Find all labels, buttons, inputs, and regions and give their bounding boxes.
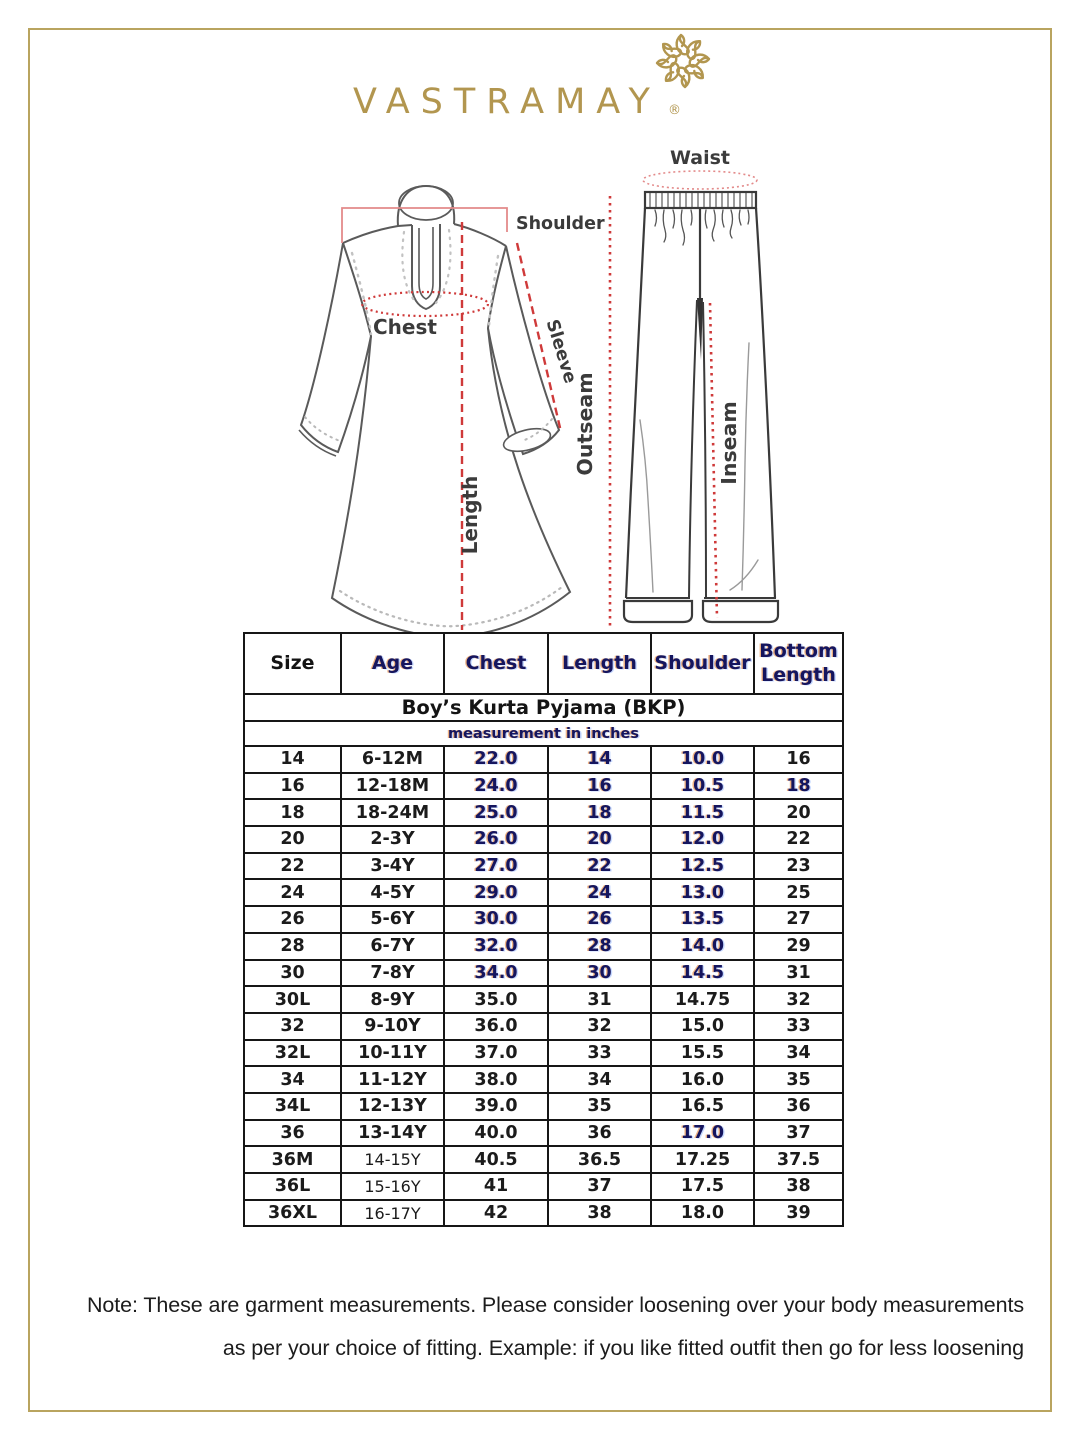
table-cell: 13-14Y — [341, 1120, 444, 1147]
table-row — [244, 799, 843, 826]
table-row — [244, 906, 843, 933]
table-cell: 35.0 — [444, 986, 548, 1013]
table-cell: 15.5 — [651, 1040, 754, 1067]
table-cell: 27 — [754, 906, 843, 933]
table-cell: 22.0 — [444, 746, 548, 773]
chest-label: Chest — [373, 315, 437, 339]
table-row — [244, 960, 843, 987]
table-cell: 36 — [754, 1093, 843, 1120]
table-cell: 12-18M — [341, 773, 444, 800]
table-cell: 12.0 — [651, 826, 754, 853]
table-cell: 12.5 — [651, 853, 754, 880]
inseam-label: Inseam — [717, 401, 741, 485]
table-cell: 38.0 — [444, 1066, 548, 1093]
table-cell: 14 — [244, 746, 341, 773]
table-cell: 34 — [244, 1066, 341, 1093]
table-cell: 13.5 — [651, 906, 754, 933]
table-cell: 10.0 — [651, 746, 754, 773]
table-cell: 25.0 — [444, 799, 548, 826]
header-cell: Size — [244, 633, 341, 694]
table-cell: 36.5 — [548, 1146, 651, 1173]
table-cell: 10-11Y — [341, 1040, 444, 1067]
table-cell: 16.5 — [651, 1093, 754, 1120]
table-cell: 15.0 — [651, 1013, 754, 1040]
table-cell: 18 — [548, 799, 651, 826]
table-cell: 18-24M — [341, 799, 444, 826]
table-cell: 16-17Y — [341, 1200, 444, 1227]
table-cell: 14.5 — [651, 960, 754, 987]
table-cell: 2-3Y — [341, 826, 444, 853]
table-row — [244, 1120, 843, 1147]
table-row — [244, 1146, 843, 1173]
table-cell: 36.0 — [444, 1013, 548, 1040]
table-cell: 14.0 — [651, 933, 754, 960]
table-cell: 12-13Y — [341, 1093, 444, 1120]
table-row — [244, 746, 843, 773]
table-cell: 17.0 — [651, 1120, 754, 1147]
table-cell: 40.0 — [444, 1120, 548, 1147]
table-cell: 27.0 — [444, 853, 548, 880]
table-cell: 28 — [244, 933, 341, 960]
table-cell: 30 — [244, 960, 341, 987]
table-cell: 37.5 — [754, 1146, 843, 1173]
table-cell: 30L — [244, 986, 341, 1013]
table-row — [244, 853, 843, 880]
table-cell: 14 — [548, 746, 651, 773]
table-cell: 17.25 — [651, 1146, 754, 1173]
table-cell: 24 — [244, 879, 341, 906]
table-cell: 42 — [444, 1200, 548, 1227]
table-cell: 18 — [244, 799, 341, 826]
table-cell: 22 — [754, 826, 843, 853]
table-cell: 7-8Y — [341, 960, 444, 987]
table-cell: 18.0 — [651, 1200, 754, 1227]
table-cell: 15-16Y — [341, 1173, 444, 1200]
table-cell: 31 — [754, 960, 843, 987]
header-row — [244, 633, 843, 694]
table-row — [244, 1093, 843, 1120]
table-cell: 30 — [548, 960, 651, 987]
table-cell: 6-7Y — [341, 933, 444, 960]
table-cell: 20 — [548, 826, 651, 853]
table-cell: 16 — [244, 773, 341, 800]
table-subtitle: measurement in inches — [244, 721, 843, 746]
table-cell: 28 — [548, 933, 651, 960]
table-cell: 8-9Y — [341, 986, 444, 1013]
table-cell: 14-15Y — [341, 1146, 444, 1173]
table-row — [244, 933, 843, 960]
table-cell: 18 — [754, 773, 843, 800]
table-cell: 36L — [244, 1173, 341, 1200]
table-cell: 3-4Y — [341, 853, 444, 880]
table-cell: 10.5 — [651, 773, 754, 800]
table-cell: 9-10Y — [341, 1013, 444, 1040]
table-cell: 14.75 — [651, 986, 754, 1013]
table-cell: 26 — [244, 906, 341, 933]
table-row — [244, 1200, 843, 1227]
table-cell: 38 — [754, 1173, 843, 1200]
table-title: Boy’s Kurta Pyjama (BKP) — [244, 694, 843, 721]
table-cell: 31 — [548, 986, 651, 1013]
table-cell: 11.5 — [651, 799, 754, 826]
table-cell: 37 — [548, 1173, 651, 1200]
table-cell: 29 — [754, 933, 843, 960]
table-cell: 16 — [548, 773, 651, 800]
table-cell: 29.0 — [444, 879, 548, 906]
table-cell: 38 — [548, 1200, 651, 1227]
table-cell: 36 — [548, 1120, 651, 1147]
table-cell: 25 — [754, 879, 843, 906]
table-cell: 37.0 — [444, 1040, 548, 1067]
table-cell: 32 — [548, 1013, 651, 1040]
table-cell: 36M — [244, 1146, 341, 1173]
sleeve-label: Sleeve — [541, 317, 580, 386]
table-row — [244, 826, 843, 853]
table-cell: 13.0 — [651, 879, 754, 906]
table-cell: 41 — [444, 1173, 548, 1200]
table-cell: 24.0 — [444, 773, 548, 800]
note-text-line1: Note: These are garment measurements. Please consider loosening over your body measurements — [87, 1293, 1024, 1317]
brand-wordmark: VASTRAMAY — [353, 82, 661, 122]
table-cell: 34L — [244, 1093, 341, 1120]
length-label: Length — [458, 475, 482, 555]
table-cell: 26 — [548, 906, 651, 933]
table-cell: 16 — [754, 746, 843, 773]
table-body — [244, 746, 843, 1226]
table-subtitle-row — [244, 721, 843, 746]
table-title-row — [244, 694, 843, 721]
table-cell: 24 — [548, 879, 651, 906]
table-cell: 26.0 — [444, 826, 548, 853]
table-cell: 35 — [548, 1093, 651, 1120]
table-cell: 36 — [244, 1120, 341, 1147]
table-cell: 11-12Y — [341, 1066, 444, 1093]
table-cell: 20 — [754, 799, 843, 826]
table-row — [244, 1066, 843, 1093]
table-cell: 35 — [754, 1066, 843, 1093]
table-cell: 39 — [754, 1200, 843, 1227]
table-cell: 4-5Y — [341, 879, 444, 906]
header-cell: Chest — [444, 633, 548, 694]
shoulder-label: Shoulder — [516, 214, 605, 234]
table-cell: 37 — [754, 1120, 843, 1147]
waist-label: Waist — [669, 147, 731, 169]
table-cell: 32.0 — [444, 933, 548, 960]
table-cell: 34.0 — [444, 960, 548, 987]
note-text-line2: as per your choice of fitting. Example: if you like fitted outfit then go for less loosening — [222, 1336, 1024, 1360]
registered-mark: ® — [668, 103, 681, 118]
table-cell: 33 — [754, 1013, 843, 1040]
table-cell: 17.5 — [651, 1173, 754, 1200]
table-cell: 40.5 — [444, 1146, 548, 1173]
table-row — [244, 1013, 843, 1040]
table-row — [244, 1040, 843, 1067]
table-cell: 30.0 — [444, 906, 548, 933]
header-cell: Length — [548, 633, 651, 694]
table-cell: 32 — [244, 1013, 341, 1040]
table-row — [244, 986, 843, 1013]
table-cell: 20 — [244, 826, 341, 853]
table-cell: 22 — [548, 853, 651, 880]
outseam-label: Outseam — [573, 372, 597, 476]
table-cell: 33 — [548, 1040, 651, 1067]
header-cell: Bottom Length — [754, 633, 843, 694]
table-cell: 36XL — [244, 1200, 341, 1227]
table-cell: 32L — [244, 1040, 341, 1067]
table-cell: 5-6Y — [341, 906, 444, 933]
table-cell: 34 — [548, 1066, 651, 1093]
table-cell: 6-12M — [341, 746, 444, 773]
table-cell: 22 — [244, 853, 341, 880]
table-row — [244, 879, 843, 906]
table-row — [244, 1173, 843, 1200]
table-cell: 34 — [754, 1040, 843, 1067]
header-cell: Shoulder — [651, 633, 754, 694]
table-row — [244, 773, 843, 800]
table-cell: 23 — [754, 853, 843, 880]
table-cell: 32 — [754, 986, 843, 1013]
header-cell: Age — [341, 633, 444, 694]
table-cell: 16.0 — [651, 1066, 754, 1093]
size-table — [243, 632, 844, 1227]
kurta-diagram — [299, 186, 605, 637]
table-cell: 39.0 — [444, 1093, 548, 1120]
